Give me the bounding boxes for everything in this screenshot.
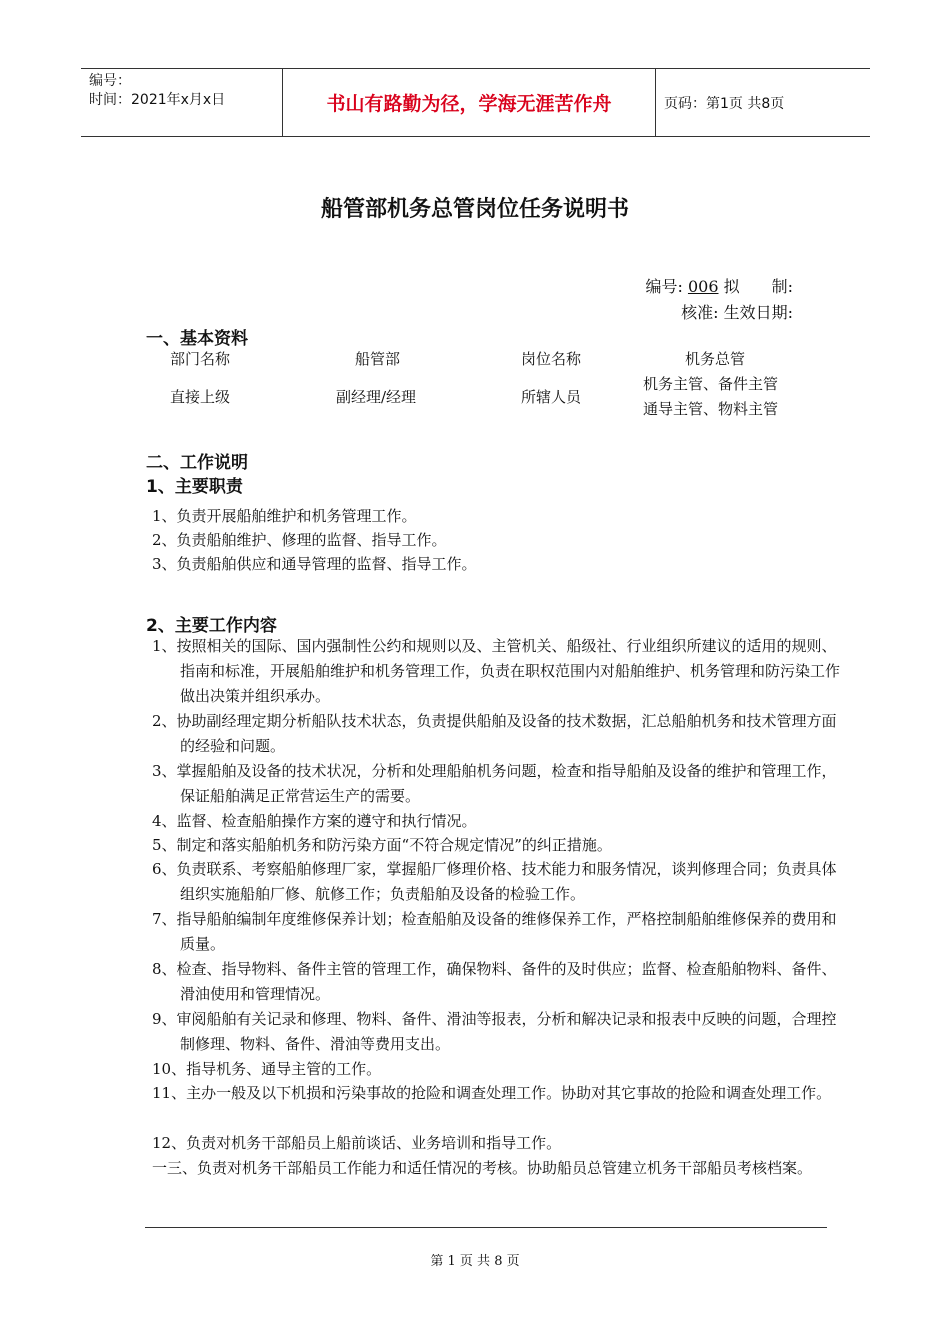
meta-draft-label: 拟 制:	[723, 277, 793, 296]
meta-line-1	[645, 274, 793, 297]
content-item: 3、掌握船舶及设备的技术状况，分析和处理船舶机务问题，检查和指导船舶及设备的维护和管理工作，保证船舶满足正常营运生产的需要。	[152, 762, 837, 805]
meta-number-prefix: 编号:	[645, 277, 683, 296]
document-title: 船管部机务总管岗位任务说明书	[320, 197, 629, 222]
section2-heading: 二、工作说明	[146, 453, 248, 473]
content-item: 7、指导船舶编制年度维修保养计划；检查船舶及设备的维修保养工作，严格控制船舶维修保养的费用和质量。	[152, 910, 837, 953]
header-left	[89, 72, 225, 110]
post-value: 机务总管	[685, 350, 746, 368]
header-time: 时间：2021年x月x日	[89, 92, 226, 108]
duties-heading: 1、主要职责	[146, 477, 243, 497]
content-item: 12、负责对机务干部船员上船前谈话、业务培训和指导工作。	[152, 1134, 562, 1152]
content-item: 10、指导机务、通导主管的工作。	[152, 1060, 382, 1078]
header-number: 编号：	[89, 73, 131, 89]
staff-line-2: 通导主管、物料主管	[643, 400, 779, 418]
dept-label: 部门名称	[170, 350, 231, 368]
header-divider	[655, 69, 656, 136]
superior-value: 副经理/经理	[336, 388, 417, 406]
meta-effective-label: 生效日期:	[723, 303, 793, 322]
staff-label: 所辖人员	[521, 388, 582, 406]
duty-item: 2、负责船舶维护、修理的监督、指导工作。	[152, 531, 447, 549]
content-item: 8、检查、指导物料、备件主管的管理工作，确保物料、备件的及时供应；监督、检查船舶物料、备件、滑油使用和管理情况。	[152, 960, 837, 1003]
content-item: 一三、负责对机务干部船员工作能力和适任情况的考核。协助船员总管建立机务干部船员考核档案。	[152, 1159, 813, 1177]
header-motto: 书山有路勤为径，学海无涯苦作舟	[326, 93, 612, 115]
page-footer: 第 1 页 共 8 页	[430, 1254, 520, 1269]
superior-label: 直接上级	[170, 388, 231, 406]
content-item: 5、制定和落实船舶机务和防污染方面“不符合规定情况”的纠正措施。	[152, 836, 612, 854]
section1-heading: 一、基本资料	[146, 329, 248, 349]
content-item: 6、负责联系、考察船舶修理厂家，掌握船厂修理价格、技术能力和服务情况，谈判修理合同；负责具体组织实施船舶厂修、航修工作；负责船舶及设备的检验工作。	[152, 860, 837, 903]
page-header	[81, 68, 870, 137]
dept-value: 船管部	[355, 350, 401, 368]
meta-line-2	[681, 300, 793, 323]
staff-line-1: 机务主管、备件主管	[643, 375, 779, 393]
duty-item: 3、负责船舶供应和通导管理的监督、指导工作。	[152, 555, 477, 573]
content-item: 9、审阅船舶有关记录和修理、物料、备件、滑油等报表，分析和解决记录和报表中反映的问题，合理控制修理、物料、备件、滑油等费用支出。	[152, 1010, 837, 1053]
meta-approve-label: 核准:	[681, 303, 719, 322]
post-label: 岗位名称	[521, 350, 582, 368]
content-item: 11、主办一般及以下机损和污染事故的抢险和调查处理工作。协助对其它事故的抢险和调查处理工作。	[152, 1084, 832, 1102]
duty-item: 1、负责开展船舶维护和机务管理工作。	[152, 507, 417, 525]
footer-divider	[145, 1227, 827, 1228]
contents-heading: 2、主要工作内容	[146, 616, 277, 636]
content-item: 4、监督、检查船舶操作方案的遵守和执行情况。	[152, 812, 477, 830]
header-page-info: 页码：第1页 共8页	[664, 95, 785, 112]
content-item: 2、协助副经理定期分析船队技术状态，负责提供船舶及设备的技术数据，汇总船舶机务和技术管理方面的经验和问题。	[152, 712, 837, 755]
meta-number-value: 006	[687, 277, 719, 296]
content-item: 1、按照相关的国际、国内强制性公约和规则以及、主管机关、船级社、行业组织所建议的适用的规则、指南和标准，开展船舶维护和机务管理工作，负责在职权范围内对船舶维护、机务管理和防污染工作做出决策并组织承办。	[152, 637, 841, 705]
